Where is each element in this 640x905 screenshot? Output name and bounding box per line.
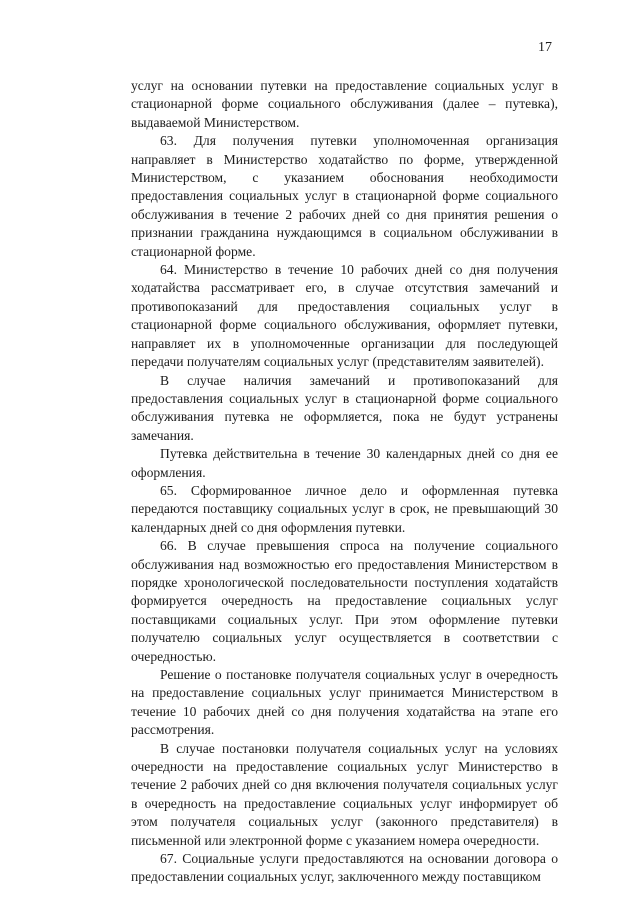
paragraph: услуг на основании путевки на предоставление социальных услуг в стационарной форме социального обслуживания (далее – путевка), выдаваемой Министерством. [131, 78, 558, 130]
paragraph: В случае наличия замечаний и противопоказаний для предоставления социальных услуг в стационарной форме социального обслуживания путевка не оформляется, пока не будут устранены замечания. [131, 372, 558, 443]
paragraph: В случае постановки получателя социальных услуг на условиях очередности на предоставление социальных услуг Министерство в течение 2 рабочих дней со дня включения получателя социальных услуг в очередность на предоставление социальных услуг информирует об этом получателя социальных услуг (законного представителя) в письменной или электронной форме с указанием номера очередности. [131, 740, 558, 848]
paragraph: 64. Министерство в течение 10 рабочих дней со дня получения ходатайства рассматривает его, в случае отсутствия замечаний и противопоказаний для предоставления социальных услуг в стационарной форме социального обслуживания, оформляет путевки, направляет их в уполномоченные организации для последующей передачи получателям социальных услуг (представителям заявителей). [131, 262, 558, 370]
page-number: 17 [538, 40, 552, 55]
paragraph: 63. Для получения путевки уполномоченная организация направляет в Министерство ходатайство по форме, утвержденной Министерством, с указанием обоснования необходимости предоставления социальных услуг в стационарной форме социального обслуживания в течение 2 рабочих дней со дня принятия решения о признании гражданина нуждающимся в социальном обслуживании в стационарной форме. [131, 133, 558, 259]
paragraph: 65. Сформированное личное дело и оформленная путевка передаются поставщику социальных услуг в срок, не превышающий 30 календарных дней со дня оформления путевки. [131, 482, 558, 535]
paragraph: Решение о постановке получателя социальных услуг в очередность на предоставление социальных услуг принимается Министерством в течение 10 рабочих дней со дня получения ходатайства на этапе его рассмотрения. [131, 667, 558, 738]
paragraph: 67. Социальные услуги предоставляются на основании договора о предоставлении социальных услуг, заключенного между поставщиком [131, 851, 558, 885]
document-body [131, 77, 558, 887]
paragraph: 66. В случае превышения спроса на получение социального обслуживания над возможностью его предоставления Министерством в порядке хронологической последовательности поступления ходатайств формируется очередность на предоставление социальных услуг поставщиками социальных услуг. При этом оформление путевки получателю социальных услуг осуществляется в соответствии с очередностью. [131, 538, 558, 664]
paragraph: Путевка действительна в течение 30 календарных дней со дня ее оформления. [131, 446, 558, 480]
